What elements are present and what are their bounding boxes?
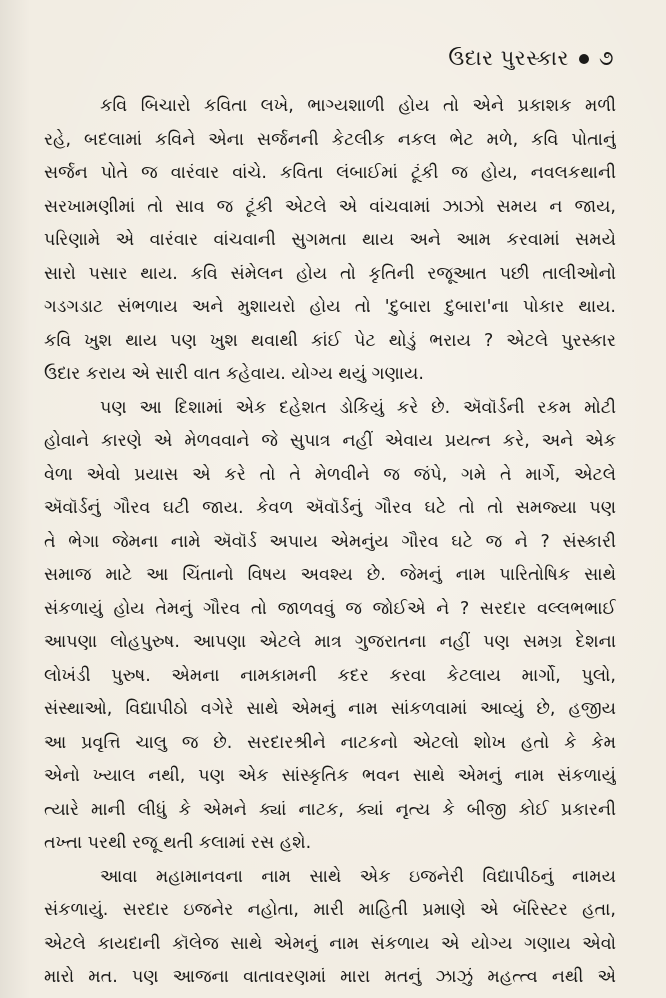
text-line: ગડગડાટ સંભળાય અને મુશાયરો હોય તો 'દુબારા દુબારા'ના પોકાર થાય. — [44, 297, 616, 317]
text-line: એનો ખ્યાલ નથી, પણ એક સાંસ્કૃતિક ભવન સાથે એમનું નામ સંકળાયું — [44, 766, 616, 786]
text-line: સંકળાયું. સરદાર ઇજનેર નહોતા, મારી માહિતી પ્રમાણે એ બૅરિસ્ટર હતા, — [44, 900, 616, 920]
text-line: કવિ ખુશ થાય પણ ખુશ થવાથી કાંઈ પેટ થોડું ભરાય ? એટલે પુરસ્કાર — [44, 330, 616, 351]
body-text — [44, 90, 616, 995]
text-line: સારો પસાર થાય. કવિ સંમેલન હોય તો કૃતિની રજૂઆત પછી તાલીઓનો — [44, 263, 616, 284]
running-header — [448, 46, 614, 71]
text-line: આવા મહામાનવના નામ સાથે એક ઇજનેરી વિદ્યાપીઠનું નામય — [100, 866, 616, 887]
text-line: ઉદાર કરાય એ સારી વાત કહેવાય. યોગ્ય થયું ગણાય. — [44, 364, 424, 384]
page-number: ૭ — [598, 46, 614, 70]
bullet-icon — [579, 54, 589, 64]
text-line: સરખામણીમાં તો સાવ જ ટૂંકી એટલે એ વાંચવામાં ઝાઝો સમય ન જાય, — [44, 196, 616, 217]
text-line: મારો મત. પણ આજના વાતાવરણમાં મારા મતનું ઝાઝું મહત્ત્વ નથી એ — [44, 967, 616, 987]
text-line: પરિણામે એ વારંવાર વાંચવાની સુગમતા થાય અને આમ કરવામાં સમયે — [44, 230, 616, 250]
text-line: આપણા લોહપુરુષ. આપણા એટલે માત્ર ગુજરાતના નહીં પણ સમગ્ર દેશના — [44, 632, 616, 652]
text-line: તખ્તા પરથી રજૂ થતી કલામાં રસ હશે. — [44, 833, 312, 853]
text-line: કવિ બિચારો કવિતા લખે, ભાગ્યશાળી હોય તો એને પ્રકાશક મળી — [100, 96, 616, 116]
text-line: સમાજ માટે આ ચિંતાનો વિષય અવશ્ય છે. જેમનું નામ પારિતોષિક સાથે — [44, 565, 616, 585]
text-line: વેળા એવો પ્રયાસ એ કરે તો તે મેળવીને જ જંપે, ગમે તે માર્ગે, એટલે — [44, 464, 616, 485]
text-line: હોવાને કારણે એ મેળવવાને જે સુપાત્ર નહીં એવાય પ્રયત્ન કરે, અને એક — [44, 431, 616, 451]
text-line: આ પ્રવૃત્તિ ચાલુ જ છે. સરદારશ્રીને નાટકનો એટલો શોખ હતો કે કેમ — [44, 732, 616, 753]
text-line: ત્યારે માની લીધું કે એમને ક્યાં નાટક, ક્યાં નૃત્ય કે બીજી કોઈ પ્રકારની — [44, 799, 616, 820]
text-line: સંકળાયું હોય તેમનું ગૌરવ તો જાળવવું જ જોઈએ ને ? સરદાર વલ્લભભાઈ — [44, 598, 616, 619]
text-line: પણ આ દિશામાં એક દહેશત ડોકિયું કરે છે. ઍવૉર્ડની રકમ મોટી — [100, 397, 616, 418]
text-line: એટલે કાયદાની કૉલેજ સાથે એમનું નામ સંકળાય એ યોગ્ય ગણાય એવો — [44, 933, 616, 954]
text-line: ઍવૉર્ડનું ગૌરવ ઘટી જાય. કેવળ ઍવૉર્ડનું ગૌરવ ઘટે તો તો સમજ્યા પણ — [44, 498, 616, 518]
text-line: રહે, બદલામાં કવિને એના સર્જનની કેટલીક નકલ ભેટ મળે, કવિ પોતાનું — [44, 129, 616, 150]
text-line: તે ભેગા જેમના નામે ઍવૉર્ડ અપાય એમનુંય ગૌરવ ઘટે જ ને ? સંસ્કારી — [44, 531, 616, 552]
text-line: સર્જન પોતે જ વારંવાર વાંચે. કવિતા લંબાઈમાં ટૂંકી જ હોય, નવલકથાની — [44, 163, 616, 183]
text-line: સંસ્થાઓ, વિદ્યાપીઠો વગેરે સાથે એમનું નામ સાંકળવામાં આવ્યું છે, હજીય — [44, 699, 616, 719]
text-line: લોખંડી પુરુષ. એમના નામકામની કદર કરવા કેટલાય માર્ગો, પુલો, — [44, 665, 616, 686]
running-title: ઉદાર પુરસ્કાર — [448, 46, 569, 70]
